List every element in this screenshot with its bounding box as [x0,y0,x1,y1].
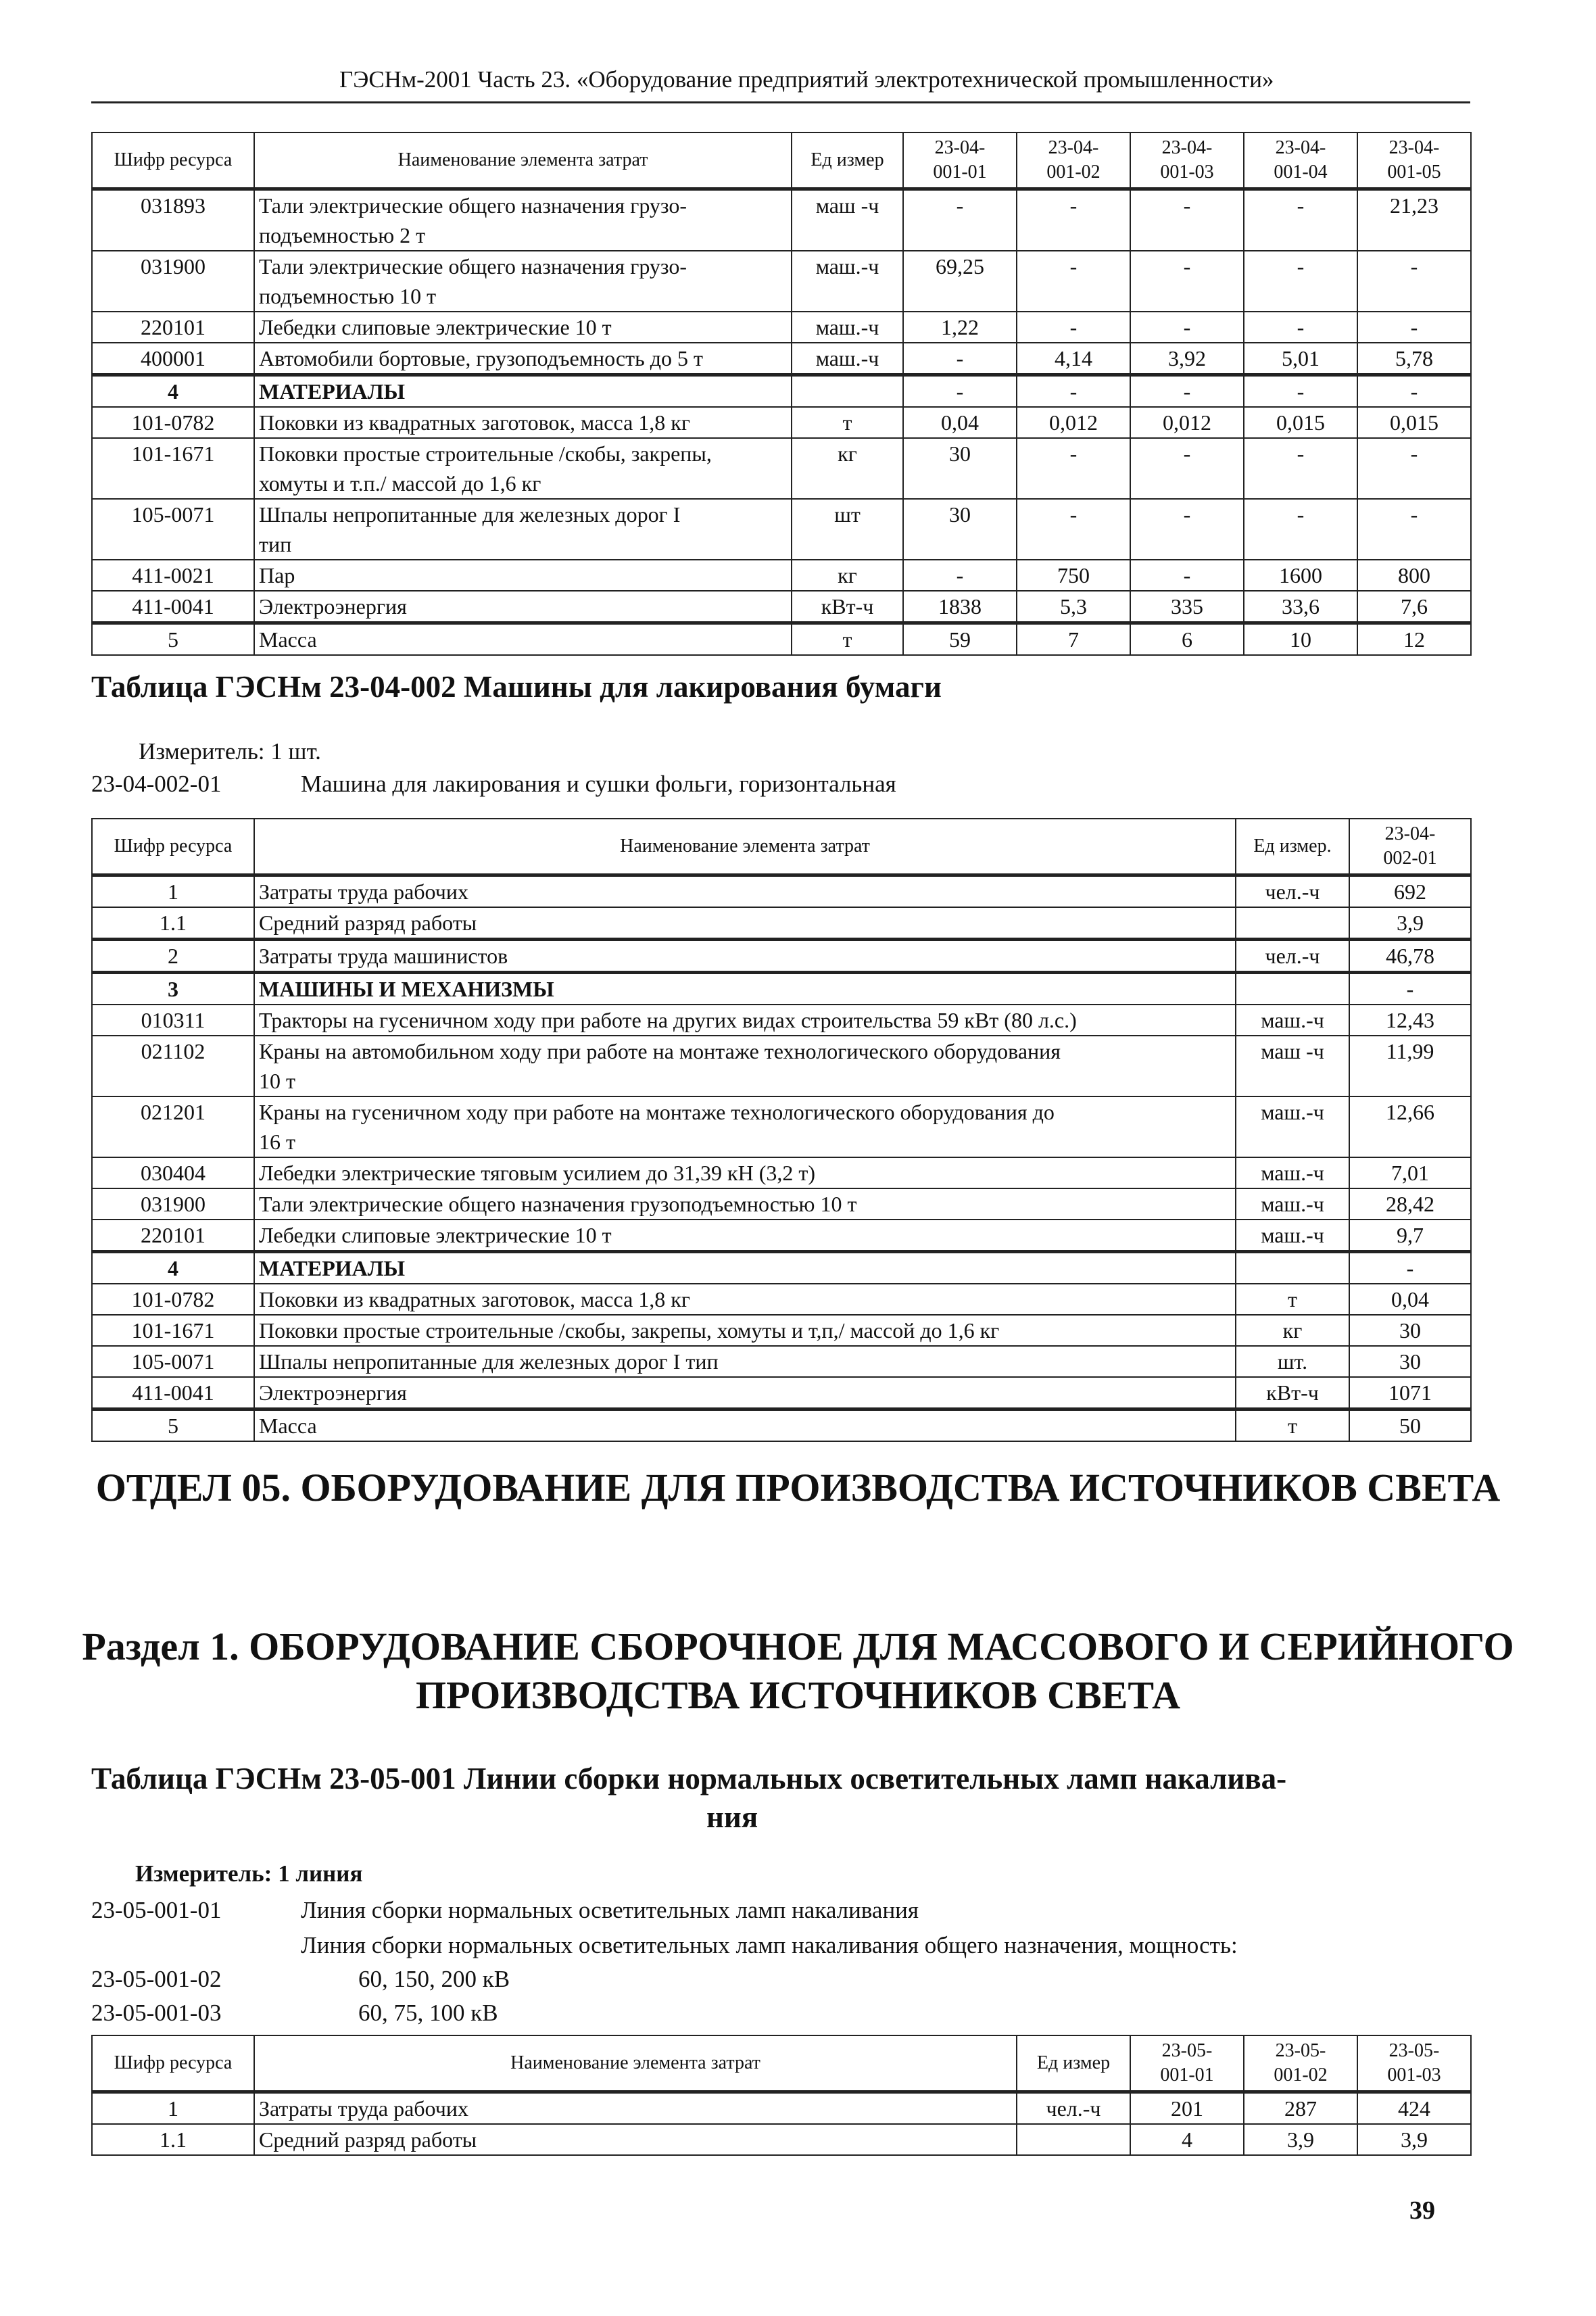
value-cell: 0,04 [1349,1284,1471,1315]
unit-cell: маш.-ч [792,312,903,343]
table-row [92,1346,1471,1377]
column-header: 23-04- 001-05 [1357,132,1471,189]
value-cell: 28,42 [1349,1188,1471,1220]
table-row [92,591,1471,623]
resource-code-cell: 105-0071 [92,499,254,560]
value-cell: - [903,375,1017,408]
value-cell: 7,01 [1349,1157,1471,1188]
resource-code-cell: 1 [92,875,254,908]
value-cell: 1,22 [903,312,1017,343]
unit-cell [1236,907,1349,940]
resource-code-cell: 220101 [92,312,254,343]
resource-name-cell: Затраты труда машинистов [254,940,1236,973]
column-header: 23-04- 001-02 [1017,132,1130,189]
resource-code-cell: 1.1 [92,2124,254,2155]
table-row [92,1220,1471,1252]
resource-code-cell: 031893 [92,189,254,251]
value-cell: - [1017,499,1130,560]
resource-code-cell: 4 [92,375,254,408]
value-cell: - [1357,251,1471,312]
resource-code-cell: 411-0041 [92,1377,254,1409]
column-header: 23-05- 001-02 [1244,2035,1357,2092]
value-cell: - [1130,251,1244,312]
value-cell: 12,66 [1349,1096,1471,1157]
unit-cell: маш -ч [1236,1036,1349,1096]
unit-cell: чел.-ч [1236,875,1349,908]
resource-name-cell: Шпалы непропитанные для железных дорог I тип [254,1346,1236,1377]
resource-code-cell: 031900 [92,1188,254,1220]
value-cell: - [1357,438,1471,499]
value-cell: - [1349,973,1471,1005]
resource-code-cell: 101-0782 [92,407,254,438]
value-cell: - [1017,312,1130,343]
value-cell: 0,04 [903,407,1017,438]
value-cell: - [1130,312,1244,343]
value-cell: - [1349,1252,1471,1284]
table-meter: Измеритель: 1 линия [135,1860,363,1887]
table-row [92,1284,1471,1315]
table-row [92,1252,1471,1284]
value-cell: 30 [903,499,1017,560]
resource-name-cell: Тракторы на гусеничном ходу при работе на других видах строительства 59 кВт (80 л.с.) [254,1005,1236,1036]
resource-name-cell: Средний разряд работы [254,907,1236,940]
value-cell: 1071 [1349,1377,1471,1409]
table-row [92,907,1471,940]
value-cell: 0,015 [1357,407,1471,438]
resource-code-cell: 400001 [92,343,254,375]
value-cell: 11,99 [1349,1036,1471,1096]
column-header: Наименование элемента затрат [254,819,1236,875]
resource-name-cell: Тали электрические общего назначения грузо- подъемностью 10 т [254,251,792,312]
norm-code: 23-05-001-01 [91,1897,222,1923]
resource-code-cell: 021201 [92,1096,254,1157]
table-row [92,312,1471,343]
unit-cell: т [1236,1284,1349,1315]
resource-code-cell: 101-1671 [92,438,254,499]
value-cell: 6 [1130,623,1244,656]
resource-code-cell: 1.1 [92,907,254,940]
resource-name-cell: Поковки простые строительные /скобы, закрепы, хомуты и т,п,/ массой до 1,6 кг [254,1315,1236,1346]
unit-cell: т [792,623,903,656]
resource-code-cell: 101-1671 [92,1315,254,1346]
unit-cell: кВт-ч [1236,1377,1349,1409]
resource-name-cell: МАТЕРИАЛЫ [254,1252,1236,1284]
unit-cell: кВт-ч [792,591,903,623]
column-header: 23-04- 001-01 [903,132,1017,189]
value-cell: 0,012 [1130,407,1244,438]
value-cell: 0,015 [1244,407,1357,438]
unit-cell: маш.-ч [792,251,903,312]
value-cell: - [1244,438,1357,499]
resource-name-cell: Лебедки слиповые электрические 10 т [254,1220,1236,1252]
resource-name-cell: Затраты труда рабочих [254,875,1236,908]
table-row [92,2092,1471,2125]
value-cell: - [1357,499,1471,560]
unit-cell: маш.-ч [1236,1220,1349,1252]
value-cell: 3,9 [1244,2124,1357,2155]
resource-name-cell: Электроэнергия [254,1377,1236,1409]
unit-cell: шт. [1236,1346,1349,1377]
value-cell: 12,43 [1349,1005,1471,1036]
value-cell: 30 [903,438,1017,499]
resource-name-cell: Поковки из квадратных заготовок, масса 1,8 кг [254,407,792,438]
resource-name-cell: Краны на гусеничном ходу при работе на монтаже технологического оборудования до 16 т [254,1096,1236,1157]
value-cell: - [903,189,1017,251]
resource-code-cell: 1 [92,2092,254,2125]
resource-code-cell: 2 [92,940,254,973]
column-header: 23-05- 001-03 [1357,2035,1471,2092]
resource-name-cell: МАШИНЫ И МЕХАНИЗМЫ [254,973,1236,1005]
value-cell: 5,01 [1244,343,1357,375]
value-cell: - [1244,375,1357,408]
resource-name-cell: Масса [254,623,792,656]
table-title-23-04-002: Таблица ГЭСНм 23-04-002 Машины для лакирования бумаги [91,670,942,704]
norm-code-description: Линия сборки нормальных осветительных ламп накаливания [301,1897,919,1923]
column-header: Шифр ресурса [92,132,254,189]
table-row [92,1096,1471,1157]
value-cell: 1600 [1244,560,1357,591]
value-cell: 287 [1244,2092,1357,2125]
resource-code-cell: 411-0021 [92,560,254,591]
table-meter: Измеритель: 1 шт. [139,738,321,765]
table-row [92,438,1471,499]
resource-name-cell: Поковки простые строительные /скобы, закрепы, хомуты и т.п./ массой до 1,6 кг [254,438,792,499]
table-row [92,499,1471,560]
table-row [92,375,1471,408]
value-cell: - [1017,375,1130,408]
table-row [92,1036,1471,1096]
norm-code-description: Машина для лакирования и сушки фольги, горизонтальная [301,771,896,797]
unit-cell [1017,2124,1130,2155]
unit-cell: маш -ч [792,189,903,251]
value-cell: 69,25 [903,251,1017,312]
resource-table-23-04-002 [91,818,1472,1442]
table-row [92,189,1471,251]
norm-code: 23-05-001-02 [91,1966,222,1992]
table-title-23-05-001-continued: ния [706,1800,758,1834]
value-cell: - [1130,499,1244,560]
value-cell: 50 [1349,1409,1471,1442]
column-header: Ед измер [792,132,903,189]
unit-cell: маш.-ч [1236,1096,1349,1157]
value-cell: 30 [1349,1346,1471,1377]
column-header: Шифр ресурса [92,819,254,875]
unit-cell: чел.-ч [1236,940,1349,973]
value-cell: 4 [1130,2124,1244,2155]
column-header: 23-04- 002-01 [1349,819,1471,875]
resource-name-cell: Лебедки слиповые электрические 10 т [254,312,792,343]
resource-name-cell: Масса [254,1409,1236,1442]
value-cell: 800 [1357,560,1471,591]
column-header: Шифр ресурса [92,2035,254,2092]
column-header: Наименование элемента затрат [254,2035,1017,2092]
resource-code-cell: 101-0782 [92,1284,254,1315]
column-header: Ед измер [1017,2035,1130,2092]
table-row [92,343,1471,375]
value-cell: - [903,560,1017,591]
value-cell: - [1017,189,1130,251]
value-cell: - [1130,560,1244,591]
value-cell: - [1244,499,1357,560]
table-row [92,940,1471,973]
value-cell: 46,78 [1349,940,1471,973]
resource-name-cell: Тали электрические общего назначения грузо- подъемностью 2 т [254,189,792,251]
unit-cell: кг [1236,1315,1349,1346]
unit-cell [792,375,903,408]
value-cell: 750 [1017,560,1130,591]
table-row [92,623,1471,656]
norm-code-description: Линия сборки нормальных осветительных ламп накаливания общего назначения, мощность: [301,1932,1238,1958]
value-cell: 424 [1357,2092,1471,2125]
value-cell: - [1357,312,1471,343]
value-cell: 1838 [903,591,1017,623]
value-cell: 0,012 [1017,407,1130,438]
header-rule [91,101,1470,103]
unit-cell: кг [792,560,903,591]
unit-cell [1236,1252,1349,1284]
unit-cell: чел.-ч [1017,2092,1130,2125]
resource-name-cell: Краны на автомобильном ходу при работе на монтаже технологического оборудования 10 т [254,1036,1236,1096]
resource-code-cell: 030404 [92,1157,254,1188]
resource-table-23-04-001 [91,132,1472,656]
unit-cell: т [792,407,903,438]
unit-cell: маш.-ч [1236,1005,1349,1036]
value-cell: - [1017,251,1130,312]
value-cell: 3,9 [1357,2124,1471,2155]
resource-code-cell: 411-0041 [92,591,254,623]
norm-code-description: 60, 75, 100 кВ [358,2000,498,2026]
resource-code-cell: 4 [92,1252,254,1284]
norm-code-description: 60, 150, 200 кВ [358,1966,510,1992]
value-cell: - [1130,189,1244,251]
norm-code: 23-04-002-01 [91,771,222,797]
column-header: Ед измер. [1236,819,1349,875]
table-row [92,407,1471,438]
value-cell: 7,6 [1357,591,1471,623]
resource-code-cell: 220101 [92,1220,254,1252]
table-title-23-05-001: Таблица ГЭСНм 23-05-001 Линии сборки нормальных осветительных ламп накалива- [91,1762,1287,1795]
column-header: 23-04- 001-03 [1130,132,1244,189]
value-cell: - [1244,251,1357,312]
page-number: 39 [1409,2196,1435,2225]
unit-cell: шт [792,499,903,560]
table-row [92,1315,1471,1346]
value-cell: 335 [1130,591,1244,623]
unit-cell: маш.-ч [792,343,903,375]
norm-code: 23-05-001-03 [91,2000,222,2026]
value-cell: 9,7 [1349,1220,1471,1252]
resource-name-cell: Автомобили бортовые, грузоподъемность до 5 т [254,343,792,375]
running-head: ГЭСНм-2001 Часть 23. «Оборудование предприятий электротехнической промышленности» [339,66,1274,93]
resource-name-cell: Средний разряд работы [254,2124,1017,2155]
unit-cell: т [1236,1409,1349,1442]
value-cell: - [1130,438,1244,499]
table-row [92,973,1471,1005]
value-cell: - [1130,375,1244,408]
table-row [92,1188,1471,1220]
value-cell: 692 [1349,875,1471,908]
resource-code-cell: 3 [92,973,254,1005]
resource-code-cell: 5 [92,623,254,656]
column-header: 23-04- 001-04 [1244,132,1357,189]
value-cell: - [1244,312,1357,343]
table-row [92,2124,1471,2155]
unit-cell [1236,973,1349,1005]
unit-cell: маш.-ч [1236,1188,1349,1220]
table-row [92,560,1471,591]
table-row [92,1409,1471,1442]
value-cell: 33,6 [1244,591,1357,623]
value-cell: 7 [1017,623,1130,656]
resource-code-cell: 021102 [92,1036,254,1096]
value-cell: 3,92 [1130,343,1244,375]
value-cell: 21,23 [1357,189,1471,251]
resource-name-cell: Лебедки электрические тяговым усилием до 31,39 кН (3,2 т) [254,1157,1236,1188]
section-title: ОТДЕЛ 05. ОБОРУДОВАНИЕ ДЛЯ ПРОИЗВОДСТВА ИСТОЧНИКОВ СВЕТА [95,1466,1501,1510]
value-cell: - [1357,375,1471,408]
resource-code-cell: 010311 [92,1005,254,1036]
resource-table-23-05-001 [91,2035,1472,2156]
table-row [92,875,1471,908]
value-cell: - [1244,189,1357,251]
resource-name-cell: Затраты труда рабочих [254,2092,1017,2125]
resource-code-cell: 031900 [92,251,254,312]
table-row [92,1157,1471,1188]
table-row [92,1005,1471,1036]
table-row [92,251,1471,312]
value-cell: 30 [1349,1315,1471,1346]
resource-name-cell: Пар [254,560,792,591]
value-cell: 4,14 [1017,343,1130,375]
subsection-title: Раздел 1. ОБОРУДОВАНИЕ СБОРОЧНОЕ ДЛЯ МАССОВОГО И СЕРИЙНОГО ПРОИЗВОДСТВА ИСТОЧНИКОВ СВЕТА [82,1624,1514,1717]
value-cell: 201 [1130,2092,1244,2125]
value-cell: 10 [1244,623,1357,656]
value-cell: 5,78 [1357,343,1471,375]
value-cell: 59 [903,623,1017,656]
value-cell: - [1017,438,1130,499]
resource-name-cell: Тали электрические общего назначения грузоподъемностью 10 т [254,1188,1236,1220]
resource-name-cell: МАТЕРИАЛЫ [254,375,792,408]
column-header: 23-05- 001-01 [1130,2035,1244,2092]
value-cell: 5,3 [1017,591,1130,623]
resource-code-cell: 105-0071 [92,1346,254,1377]
resource-name-cell: Шпалы непропитанные для железных дорог I тип [254,499,792,560]
resource-name-cell: Поковки из квадратных заготовок, масса 1,8 кг [254,1284,1236,1315]
unit-cell: маш.-ч [1236,1157,1349,1188]
unit-cell: кг [792,438,903,499]
value-cell: 12 [1357,623,1471,656]
table-row [92,1377,1471,1409]
value-cell: - [903,343,1017,375]
column-header: Наименование элемента затрат [254,132,792,189]
resource-code-cell: 5 [92,1409,254,1442]
value-cell: 3,9 [1349,907,1471,940]
resource-name-cell: Электроэнергия [254,591,792,623]
